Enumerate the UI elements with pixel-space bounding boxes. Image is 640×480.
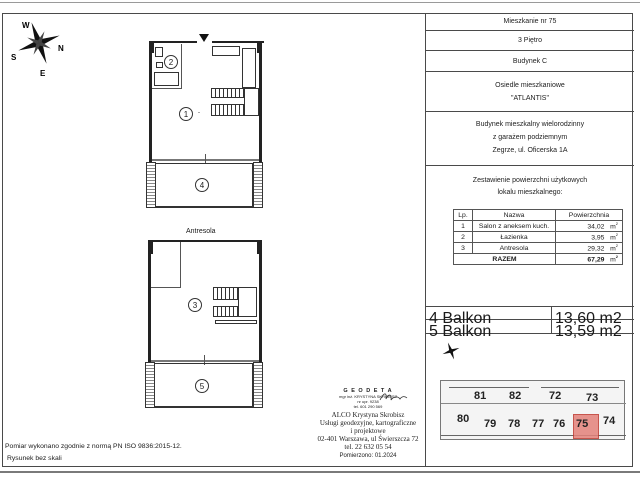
- building-keyplan: 81 82 72 73 80 79 78 77 76 75 74: [440, 380, 625, 440]
- room-3-marker: 3: [188, 298, 202, 312]
- norm-note: Pomiar wykonano zgodnie z normą PN ISO 9836:2015-12.: [5, 443, 182, 450]
- building-label: Budynek C: [512, 58, 548, 65]
- room-2-marker: 2: [164, 55, 178, 69]
- balcony-row-5: 5 Balkon 13,59 m2: [426, 320, 634, 334]
- table-total-row: RAZEM 67,29 $m^2$: [454, 254, 623, 265]
- room-5-marker: 5: [195, 379, 209, 393]
- svg-text:W: W: [22, 21, 30, 30]
- svg-text:E: E: [40, 69, 46, 76]
- upper-floor-label: Antresola: [186, 228, 216, 235]
- compass-rose-icon: [8, 14, 70, 76]
- area-summary-table: [453, 209, 623, 265]
- surveyor-stamp: G E O D E T A mgr inż. KRYSTYNA SKROBISZ nr upr. 9238 tel. 601 290 569 ALCO Krystyna Skrobisz Usługi geodezyjne, kartograficzne i projektowe 02-401 Warszawa, ul Świerszcza 72 tel. 22 632 05 54 Pomierzono: 01.2024: [317, 388, 419, 459]
- address: Zegrze, ul. Oficerska 1A: [492, 147, 568, 154]
- scale-note: Rysunek bez skali: [7, 455, 62, 462]
- signature-icon: [378, 390, 408, 404]
- col-area: Powierzchnia: [556, 210, 623, 221]
- estate-label: Osiedle mieszkaniowe: [495, 82, 565, 89]
- top-rule: [0, 2, 640, 3]
- table-row: 3 Antresola 29,32 $m^2$: [454, 243, 623, 254]
- floor-label: 3 Piętro: [517, 37, 543, 44]
- building-type: Budynek mieszkalny wielorodzinny: [475, 121, 585, 128]
- building-type-2: z garażem podziemnym: [492, 134, 568, 141]
- svg-text:S: S: [11, 53, 17, 62]
- table-row: 2 Łazienka 3,95 $m^2$: [454, 232, 623, 243]
- balcony-row-4: 4 Balkon 13,60 m2: [426, 306, 634, 320]
- estate-name: "ATLANTIS": [511, 95, 549, 102]
- keyplan-compass-icon: [441, 340, 461, 362]
- summary-title: Zestawienie powierzchni użytkowych: [472, 177, 588, 184]
- apartment-number: Mieszkanie nr 75: [503, 18, 557, 25]
- col-name: Nazwa: [473, 210, 556, 221]
- room-1-marker: 1: [179, 107, 193, 121]
- room-4-marker: 4: [195, 178, 209, 192]
- bottom-rule: [0, 471, 640, 473]
- entry-arrow-icon: [199, 34, 209, 42]
- svg-text:N: N: [58, 44, 64, 53]
- col-lp: Lp.: [454, 210, 473, 221]
- table-row: 1 Salon z aneksem kuch. 34,02 $m^2$: [454, 221, 623, 232]
- summary-subtitle: lokalu mieszkalnego:: [497, 189, 563, 196]
